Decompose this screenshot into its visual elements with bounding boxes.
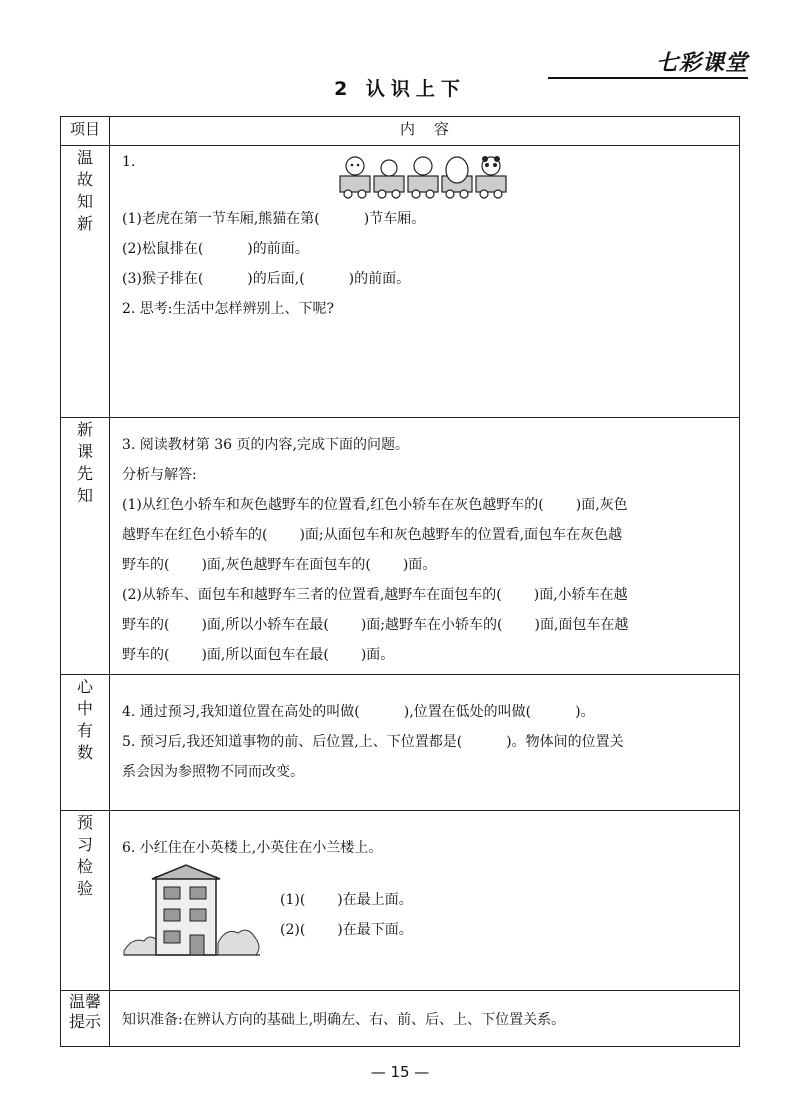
analysis-line: 越野车在红色小轿车的( )面;从面包车和灰色越野车的位置看,面包车在灰色越 [122,527,623,543]
page-number: — 15 — [370,1063,430,1081]
col-header-item: 项目 [61,117,110,146]
apartment-building-illustration [122,863,262,959]
section-check [61,811,740,991]
section-label: 心中有数 [61,675,110,811]
section-content [110,991,740,1047]
section-label: 预习检验 [61,811,110,991]
analysis-heading: 分析与解答: [122,467,197,483]
question-1-1: (1)老虎在第一节车厢,熊猫在第( )节车厢。 [122,211,426,227]
section-label: 温馨提示 [61,991,110,1047]
analysis-line: (2)从轿车、面包车和越野车三者的位置看,越野车在面包车的( )面,小轿车在越 [122,587,628,603]
animal-train-illustration [338,154,510,200]
question-number: 1. [122,154,136,170]
question-6: 6. 小红住在小英楼上,小英住在小兰楼上。 [122,840,383,856]
question-3: 3. 阅读教材第 36 页的内容,完成下面的问题。 [122,437,409,453]
question-4: 4. 通过预习,我知道位置在高处的叫做( ),位置在低处的叫做( )。 [122,704,595,720]
col-header-content: 内 容 [110,117,740,146]
section-understanding [61,675,740,811]
question-6-1: (1)( )在最上面。 [280,892,413,908]
section-label: 新课先知 [61,418,110,675]
analysis-line: 野车的( )面,所以面包车在最( )面。 [122,647,395,663]
section-tips [61,991,740,1047]
question-5-cont: 系会因为参照物不同而改变。 [122,764,304,780]
question-6-answers [280,885,413,945]
tip-text: 知识准备:在辨认方向的基础上,明确左、右、前、后、上、下位置关系。 [122,1011,566,1028]
section-content [110,811,740,991]
brand-logo: 七彩课堂 [655,51,748,76]
worksheet-table [60,116,740,1047]
question-6-body [122,863,729,963]
question-1-3: (3)猴子排在( )的后面,( )的前面。 [122,271,411,287]
question-2: 2. 思考:生活中怎样辨别上、下呢? [122,301,335,317]
analysis-line: (1)从红色小轿车和灰色越野车的位置看,红色小轿车在灰色越野车的( )面,灰色 [122,497,628,513]
question-1-2: (2)松鼠排在( )的前面。 [122,241,309,257]
section-content [110,418,740,675]
question-6-2: (2)( )在最下面。 [280,922,413,938]
analysis-line: 野车的( )面,灰色越野车在面包车的( )面。 [122,557,437,573]
section-review [61,146,740,418]
analysis-line: 野车的( )面,所以小轿车在最( )面;越野车在小轿车的( )面,面包车在越 [122,617,629,633]
question-5: 5. 预习后,我还知道事物的前、后位置,上、下位置都是( )。物体间的位置关 [122,734,624,750]
section-preview [61,418,740,675]
section-content [110,675,740,811]
section-content [110,146,740,418]
train-row [122,152,729,204]
table-header-row [61,117,740,146]
page-title: 2 认识上下 [334,78,466,100]
section-label: 温故知新 [61,146,110,418]
